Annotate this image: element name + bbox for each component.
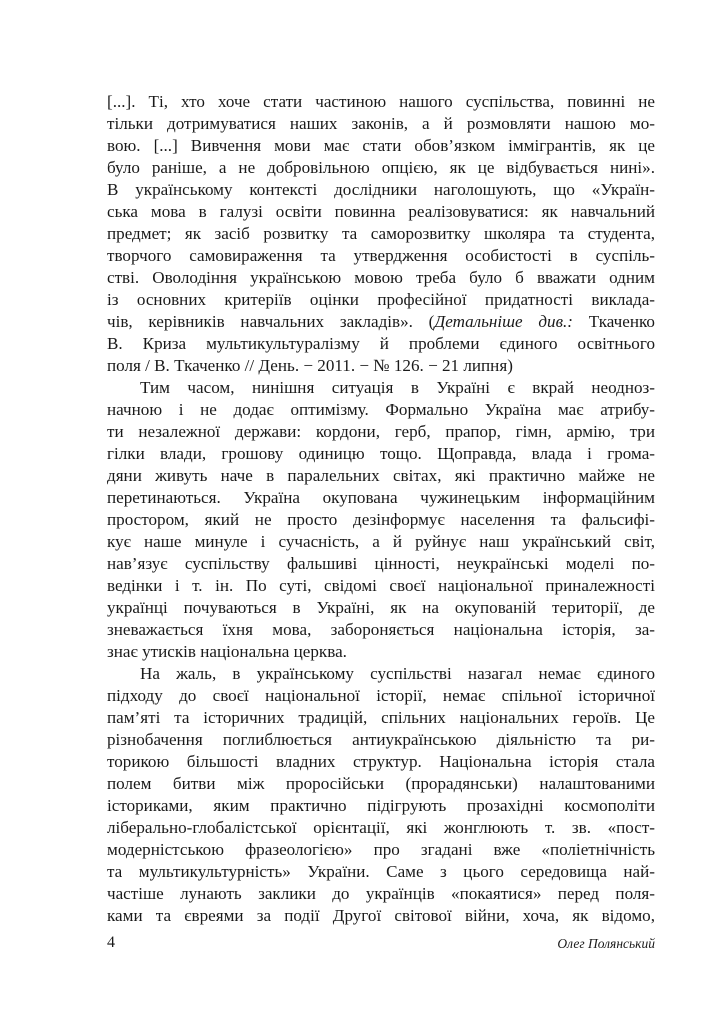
text-line: ліберально-глобалістської орієнтації, які жонглюють т. зв. «пост- bbox=[107, 818, 655, 837]
text-line: чів, керівників навчальних закладів». (Детальніше див.: Ткаченко bbox=[107, 312, 655, 331]
text-line: ведінки і т. ін. По суті, свідомі своєї національної приналежності bbox=[107, 576, 655, 595]
text-line: істориками, яким практично підігрують прозахідні космополіти bbox=[107, 796, 655, 815]
text-line: пам’яті та історичних традицій, спільних національних героїв. Це bbox=[107, 708, 655, 727]
text-line: кує наше минуле і сучасність, а й руйнує наш український світ, bbox=[107, 532, 655, 551]
text-line: частіше лунають заклики до українців «покаятися» перед поля- bbox=[107, 884, 655, 903]
text-line: [...]. Ті, хто хоче стати частиною нашого суспільства, повинні не bbox=[107, 92, 655, 111]
text-line: перетинаються. Україна окупована чужинецьким інформаційним bbox=[107, 488, 655, 507]
text-line: різнобачення поглиблюється антиукраїнською діяльністю та ри- bbox=[107, 730, 655, 749]
text-line: творчого самовираження та утвердження особистості в суспіль- bbox=[107, 246, 655, 265]
text-line: поля / В. Ткаченко // День. − 2011. − № 126. − 21 липня) bbox=[107, 356, 513, 375]
text-line: На жаль, в українському суспільстві назагал немає єдиного bbox=[140, 664, 655, 683]
text-line: Тим часом, нинішня ситуація в Україні є вкрай неоднoз- bbox=[140, 378, 655, 397]
running-author: Олег Полянський bbox=[557, 936, 655, 951]
text-line: ками та євреями за події Другої світової війни, хоча, як відомо, bbox=[107, 906, 655, 925]
text-line: предмет; як засіб розвитку та саморозвитку школяра та студента, bbox=[107, 224, 655, 243]
text-line: та мультикультурність» України. Саме з цього середовища най- bbox=[107, 862, 655, 881]
text-line: дяни живуть наче в паралельних світах, які практично майже не bbox=[107, 466, 655, 485]
text-line: В українському контексті дослідники наголошують, що «Україн- bbox=[107, 180, 655, 199]
text-line: полем битви між проросійськи (прорадянськи) налаштованими bbox=[107, 774, 655, 793]
main-text bbox=[107, 91, 655, 927]
text-line: начною і не додає оптимізму. Формально Україна має атрибу- bbox=[107, 400, 655, 419]
text-line: українці почуваються в Україні, як на окупованій території, де bbox=[107, 598, 655, 617]
text-line: нав’язує суспільству фальшиві цінності, неукраїнські моделі по- bbox=[107, 554, 655, 573]
text-line: стві. Оволодіння українською мовою треба було б вважати одним bbox=[107, 268, 655, 287]
page-number: 4 bbox=[107, 934, 115, 951]
text-line: із основних критеріїв оцінки професійної придатності виклада- bbox=[107, 290, 655, 309]
text-line: ська мова в галузі освіти повинна реалізовуватися: як навчальний bbox=[107, 202, 655, 221]
text-line: ти незалежної держави: кордони, герб, прапор, гімн, армію, три bbox=[107, 422, 655, 441]
text-line: було раніше, а не добровільною опцією, як це відбувається нині». bbox=[107, 158, 655, 177]
text-line: В. Криза мультикультуралізму й проблеми єдиного освітнього bbox=[107, 334, 655, 353]
text-line: підходу до своєї національної історії, немає спільної історичної bbox=[107, 686, 655, 705]
text-line: знає утисків національна церква. bbox=[107, 642, 347, 661]
page-footer bbox=[107, 934, 655, 956]
text-line: модерністською фразеологією» про згадані вже «поліетнічність bbox=[107, 840, 655, 859]
text-line: простором, який не просто дезінформує населення та фальсифі- bbox=[107, 510, 655, 529]
text-line: вою. [...] Вивчення мови має стати обов’язком іммігрантів, як це bbox=[107, 136, 655, 155]
text-line: торикою більшості владних структур. Національна історія стала bbox=[107, 752, 655, 771]
text-line: гілки влади, грошову одиницю тощо. Щоправда, влада і грома- bbox=[107, 444, 655, 463]
text-line: зневажається їхня мова, забороняється національна історія, за- bbox=[107, 620, 655, 639]
text-line: тільки дотримуватися наших законів, а й розмовляти нашою мо- bbox=[107, 114, 655, 133]
